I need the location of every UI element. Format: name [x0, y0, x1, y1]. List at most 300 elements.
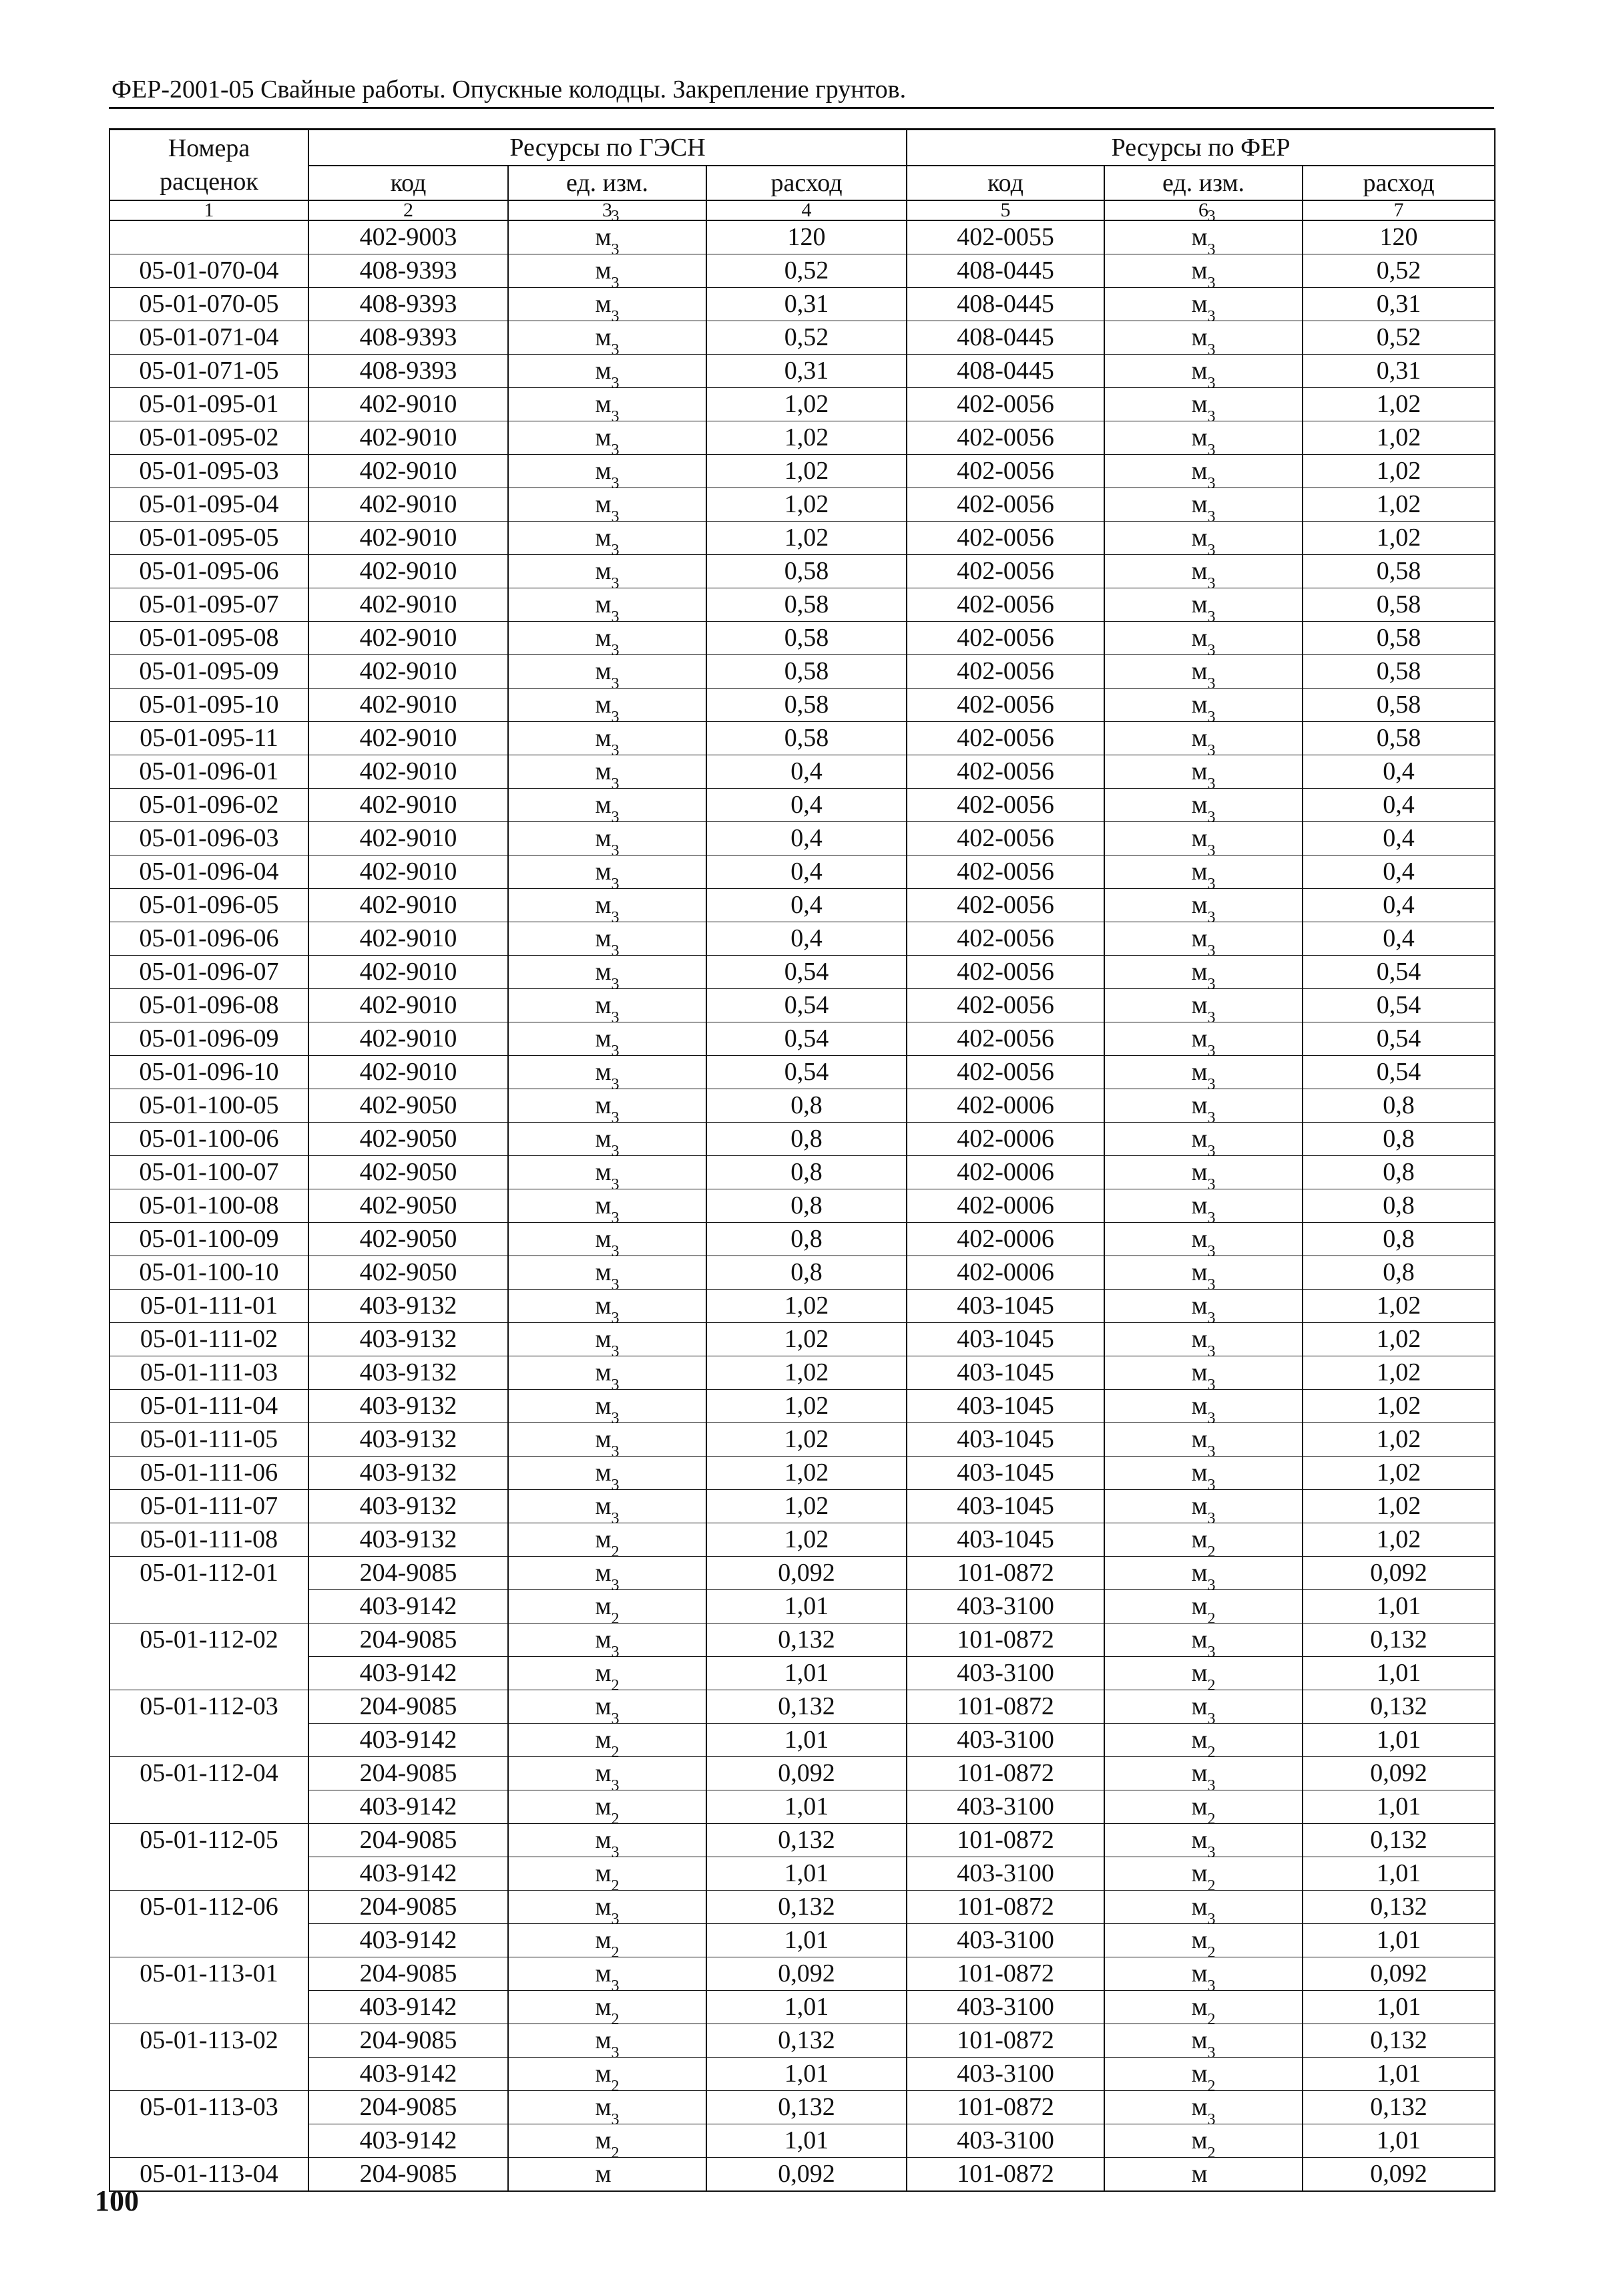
unit-symbol: м: [595, 1926, 612, 1954]
unit-symbol: м: [1191, 1125, 1208, 1153]
rate-number-header: [109, 130, 308, 201]
unit-symbol: м: [1191, 1559, 1208, 1587]
fer-usage-cell: 0,31: [1303, 355, 1495, 388]
fer-unit-cell: [1104, 542, 1303, 588]
unit-symbol: м: [595, 2026, 612, 2054]
unit-exponent: 2: [611, 1810, 620, 1828]
table-row: [109, 1089, 1495, 1123]
unit-exponent: 2: [611, 1677, 620, 1694]
unit-symbol: м: [1191, 390, 1208, 418]
fer-unit-cell: [1104, 642, 1303, 689]
gesn-code-header: код: [308, 166, 508, 200]
unit-exponent: 2: [1207, 1877, 1216, 1895]
fer-code-cell: 101-0872: [907, 1757, 1104, 1790]
fer-code-cell: 403-1045: [907, 1423, 1104, 1457]
table-row: [109, 1256, 1495, 1290]
unit-exponent: 3: [611, 575, 620, 592]
fer-unit-cell: [1104, 408, 1303, 455]
fer-usage-cell: 0,8: [1303, 1189, 1495, 1223]
unit-exponent: 3: [1207, 508, 1216, 526]
rate-number-cell: 05-01-100-07: [109, 1156, 308, 1189]
table-row: [109, 1857, 1495, 1891]
fer-usage-cell: 1,02: [1303, 488, 1495, 522]
table-row: [109, 689, 1495, 722]
fer-unit-cell: [1104, 375, 1303, 421]
gesn-usage-cell: 0,8: [706, 1156, 907, 1189]
table-row: [109, 1557, 1495, 1590]
fer-unit-cell: [1104, 441, 1303, 488]
fer-usage-cell: 0,4: [1303, 889, 1495, 922]
fer-code-cell: 402-0006: [907, 1256, 1104, 1290]
unit-exponent: 3: [1207, 1310, 1216, 1327]
fer-unit-cell: [1104, 876, 1303, 922]
unit-symbol: м: [1191, 557, 1208, 585]
unit-symbol: м: [595, 1358, 612, 1386]
unit-exponent: 2: [611, 2078, 620, 2095]
gesn-code-cell: 403-9142: [308, 1724, 508, 1757]
fer-unit-cell: [1104, 1877, 1303, 1924]
gesn-unit-cell: [508, 1343, 706, 1390]
fer-code-cell: 403-1045: [907, 1457, 1104, 1490]
unit-symbol: м: [1191, 457, 1208, 485]
gesn-usage-cell: 0,54: [706, 1056, 907, 1089]
gesn-code-cell: 204-9085: [308, 1557, 508, 1590]
rate-number-cell: 05-01-113-04: [109, 2158, 308, 2192]
gesn-code-cell: 403-9142: [308, 1924, 508, 1957]
table-subheader-row: [109, 166, 1495, 200]
unit-exponent: 2: [1207, 1543, 1216, 1561]
unit-symbol: м: [1191, 1859, 1208, 1887]
fer-unit-cell: [1104, 1543, 1303, 1590]
rate-number-cell: 05-01-096-03: [109, 822, 308, 855]
gesn-code-cell: 402-9010: [308, 889, 508, 922]
gesn-usage-cell: 1,02: [706, 388, 907, 421]
unit-exponent: 3: [1207, 274, 1216, 292]
rate-number-cell: [109, 1724, 308, 1757]
fer-usage-cell: 1,01: [1303, 2058, 1495, 2091]
unit-exponent: 3: [1207, 1209, 1216, 1227]
gesn-unit-cell: [508, 809, 706, 855]
gesn-unit-cell: [508, 1744, 706, 1790]
gesn-usage-cell: 0,092: [706, 1957, 907, 1991]
rate-number-cell: 05-01-095-08: [109, 622, 308, 655]
gesn-code-cell: 402-9010: [308, 588, 508, 622]
gesn-code-cell: 204-9085: [308, 1891, 508, 1924]
gesn-unit-cell: [508, 2111, 706, 2158]
fer-code-cell: 402-0006: [907, 1189, 1104, 1223]
unit-exponent: 3: [1207, 1911, 1216, 1928]
fer-usage-cell: 0,132: [1303, 2024, 1495, 2058]
table-row: [109, 1790, 1495, 1824]
fer-unit-cell: [1104, 2078, 1303, 2124]
fer-unit-cell: [1104, 1443, 1303, 1490]
unit-exponent: 3: [611, 775, 620, 793]
fer-code-cell: 403-3100: [907, 1924, 1104, 1957]
table-row: [109, 1189, 1495, 1223]
gesn-usage-cell: 1,01: [706, 1657, 907, 1690]
fer-code-cell: 101-0872: [907, 1557, 1104, 1590]
unit-exponent: 2: [611, 1610, 620, 1628]
gesn-code-cell: 403-9132: [308, 1290, 508, 1323]
unit-symbol: м: [1191, 524, 1208, 552]
unit-exponent: 3: [1207, 876, 1216, 893]
fer-unit-cell: [1104, 1343, 1303, 1390]
gesn-unit-cell: [508, 575, 706, 622]
fer-code-cell: 402-0006: [907, 1156, 1104, 1189]
unit-symbol: м: [595, 1592, 612, 1620]
unit-exponent: 3: [611, 208, 620, 225]
resource-table: [109, 128, 1496, 2192]
rate-number-cell: 05-01-095-04: [109, 488, 308, 522]
gesn-unit-cell: [508, 1777, 706, 1824]
table-row: [109, 1123, 1495, 1156]
unit-exponent: 3: [611, 709, 620, 726]
unit-symbol: м: [1191, 1993, 1208, 2021]
fer-unit-cell: [1104, 1109, 1303, 1156]
unit-symbol: м: [595, 557, 612, 585]
unit-symbol: м: [595, 1325, 612, 1353]
fer-code-cell: 403-3100: [907, 1724, 1104, 1757]
unit-exponent: 3: [611, 308, 620, 325]
fer-usage-cell: 0,092: [1303, 1957, 1495, 1991]
rate-number-cell: 05-01-096-02: [109, 789, 308, 822]
gesn-usage-cell: 1,01: [706, 1924, 907, 1957]
gesn-usage-cell: 0,092: [706, 1757, 907, 1790]
fer-unit-cell: [1104, 1944, 1303, 1991]
gesn-unit-cell: [508, 241, 706, 288]
gesn-usage-cell: 0,31: [706, 355, 907, 388]
table-row: [109, 722, 1495, 755]
fer-usage-cell: 0,8: [1303, 1123, 1495, 1156]
fer-code-cell: 101-0872: [907, 2024, 1104, 2058]
fer-code-cell: 403-1045: [907, 1356, 1104, 1390]
gesn-code-cell: 402-9010: [308, 922, 508, 956]
rate-number-cell: [109, 220, 308, 254]
unit-symbol: м: [1191, 1726, 1208, 1754]
table-row: [109, 1724, 1495, 1757]
unit-exponent: 3: [611, 1276, 620, 1294]
unit-symbol: м: [595, 1191, 612, 1219]
rate-number-cell: 05-01-096-09: [109, 1022, 308, 1056]
unit-exponent: 3: [611, 241, 620, 258]
fer-unit-cell: [1104, 1143, 1303, 1189]
unit-symbol: м: [595, 524, 612, 552]
unit-exponent: 2: [1207, 1677, 1216, 1694]
unit-exponent: 3: [1207, 709, 1216, 726]
unit-symbol: м: [1191, 1625, 1208, 1654]
fer-code-cell: 101-0872: [907, 1957, 1104, 1991]
fer-unit-cell: [1104, 1376, 1303, 1423]
rate-number-cell: 05-01-111-06: [109, 1457, 308, 1490]
fer-code-cell: 403-1045: [907, 1390, 1104, 1423]
fer-usage-cell: 1,02: [1303, 1423, 1495, 1457]
unit-exponent: 3: [1207, 542, 1216, 559]
unit-exponent: 3: [611, 1911, 620, 1928]
unit-symbol: м: [1191, 223, 1208, 251]
unit-exponent: 3: [1207, 809, 1216, 826]
unit-exponent: 3: [611, 1009, 620, 1026]
gesn-unit-cell: [508, 508, 706, 555]
table-row: [109, 1690, 1495, 1724]
unit-exponent: 3: [611, 1042, 620, 1060]
fer-unit-cell: [1104, 1276, 1303, 1323]
unit-exponent: 3: [1207, 1510, 1216, 1527]
unit-symbol: м: [595, 958, 612, 986]
unit-symbol: м: [595, 991, 612, 1019]
fer-code-cell: 403-1045: [907, 1290, 1104, 1323]
gesn-usage-cell: 0,8: [706, 1189, 907, 1223]
table-row: [109, 1223, 1495, 1256]
fer-code-cell: 403-3100: [907, 1991, 1104, 2024]
rate-number-cell: 05-01-070-05: [109, 288, 308, 321]
unit-exponent: 3: [1207, 408, 1216, 425]
unit-symbol: м: [595, 1759, 612, 1787]
unit-symbol: м: [1191, 691, 1208, 719]
unit-symbol: м: [595, 256, 612, 284]
table-row: [109, 789, 1495, 822]
fer-unit-cell: [1104, 1710, 1303, 1757]
gesn-unit-cell: [508, 2044, 706, 2091]
unit-symbol: м: [1191, 657, 1208, 685]
unit-exponent: 3: [1207, 375, 1216, 392]
fer-unit-header: ед. изм.: [1104, 166, 1303, 200]
unit-symbol: м: [595, 1258, 612, 1286]
gesn-usage-cell: 0,132: [706, 1623, 907, 1657]
gesn-code-cell: 408-9393: [308, 321, 508, 355]
unit-symbol: м: [1191, 2093, 1208, 2121]
fer-unit-cell: [1104, 1677, 1303, 1724]
fer-usage-cell: 120: [1303, 220, 1495, 254]
fer-unit-cell: [1104, 909, 1303, 956]
table-row: [109, 388, 1495, 421]
gesn-code-cell: 402-9010: [308, 655, 508, 689]
unit-exponent: 3: [611, 1343, 620, 1360]
table-row: [109, 755, 1495, 789]
gesn-code-cell: 403-9142: [308, 2124, 508, 2158]
column-number: 7: [1303, 200, 1495, 220]
unit-exponent: 3: [611, 1076, 620, 1093]
gesn-code-cell: 403-9132: [308, 1356, 508, 1390]
unit-symbol: м: [1191, 1459, 1208, 1487]
unit-symbol: м: [595, 1792, 612, 1821]
fer-code-cell: 402-0056: [907, 689, 1104, 722]
gesn-usage-header: расход: [706, 166, 907, 200]
fer-unit-cell: [1104, 1810, 1303, 1857]
gesn-unit-cell: [508, 2011, 706, 2058]
unit-symbol: м: [595, 1058, 612, 1086]
gesn-usage-cell: 0,132: [706, 1690, 907, 1724]
fer-code-header: код: [907, 166, 1104, 200]
rate-number-cell: [109, 2124, 308, 2158]
fer-usage-cell: 0,092: [1303, 1757, 1495, 1790]
rate-number-cell: 05-01-095-03: [109, 455, 308, 488]
gesn-unit-cell: [508, 542, 706, 588]
fer-unit-cell: [1104, 675, 1303, 722]
rate-number-cell: 05-01-111-08: [109, 1523, 308, 1557]
rate-number-cell: [109, 1991, 308, 2024]
fer-usage-cell: 1,02: [1303, 388, 1495, 421]
unit-symbol: м: [595, 1826, 612, 1854]
fer-code-cell: 403-3100: [907, 1790, 1104, 1824]
column-number: 6: [1104, 200, 1303, 220]
unit-exponent: 3: [1207, 1076, 1216, 1093]
page-header: [109, 73, 1494, 109]
page-title: ФЕР-2001-05 Свайные работы. Опускные колодцы. Закрепление грунтов.: [111, 75, 907, 104]
unit-symbol: м: [1191, 1091, 1208, 1119]
gesn-code-cell: 403-9142: [308, 1991, 508, 2024]
unit-exponent: 3: [1207, 1143, 1216, 1160]
unit-symbol: м: [595, 323, 612, 351]
gesn-usage-cell: 0,092: [706, 2158, 907, 2192]
gesn-usage-cell: 0,4: [706, 755, 907, 789]
fer-code-cell: 402-0056: [907, 789, 1104, 822]
rate-number-cell: 05-01-096-06: [109, 922, 308, 956]
fer-usage-cell: 1,01: [1303, 1724, 1495, 1757]
fer-usage-cell: 1,01: [1303, 1790, 1495, 1824]
rate-number-cell: 05-01-095-02: [109, 421, 308, 455]
unit-symbol: м: [595, 1625, 612, 1654]
unit-exponent: 3: [611, 1109, 620, 1127]
fer-usage-cell: 0,8: [1303, 1223, 1495, 1256]
unit-exponent: 3: [611, 675, 620, 693]
unit-exponent: 3: [1207, 208, 1216, 225]
unit-exponent: 2: [611, 1744, 620, 1761]
gesn-unit-cell: [508, 1710, 706, 1757]
gesn-unit-cell: [508, 1410, 706, 1457]
rate-number-cell: 05-01-112-04: [109, 1757, 308, 1790]
fer-usage-cell: 0,8: [1303, 1156, 1495, 1189]
gesn-unit-cell: [508, 2144, 706, 2192]
unit-symbol: м: [595, 1692, 612, 1720]
fer-code-cell: 402-0056: [907, 655, 1104, 689]
fer-usage-header: расход: [1303, 166, 1495, 200]
gesn-usage-cell: 0,132: [706, 2091, 907, 2124]
fer-code-cell: 101-0872: [907, 1690, 1104, 1724]
rate-number-cell: 05-01-111-02: [109, 1323, 308, 1356]
unit-exponent: 3: [611, 1176, 620, 1193]
fer-unit-cell: [1104, 1577, 1303, 1623]
gesn-usage-cell: 1,02: [706, 421, 907, 455]
gesn-code-cell: 204-9085: [308, 1623, 508, 1657]
unit-symbol: м: [1191, 1792, 1208, 1821]
gesn-unit-cell: [508, 274, 706, 321]
rate-number-cell: 05-01-096-01: [109, 755, 308, 789]
gesn-code-cell: 402-9010: [308, 989, 508, 1022]
gesn-usage-cell: 0,52: [706, 321, 907, 355]
gesn-usage-cell: 1,02: [706, 1490, 907, 1523]
unit-symbol: м: [1191, 991, 1208, 1019]
fer-usage-cell: 1,02: [1303, 1457, 1495, 1490]
fer-code-cell: 402-0056: [907, 855, 1104, 889]
gesn-code-cell: 403-9132: [308, 1423, 508, 1457]
rate-number-cell: 05-01-096-04: [109, 855, 308, 889]
unit-exponent: 3: [1207, 1176, 1216, 1193]
gesn-unit-cell: [508, 341, 706, 388]
unit-exponent: 3: [1207, 1977, 1216, 1995]
unit-symbol: м: [595, 1726, 612, 1754]
gesn-code-cell: 402-9050: [308, 1156, 508, 1189]
unit-symbol: м: [1191, 1191, 1208, 1219]
unit-symbol: м: [595, 1225, 612, 1253]
fer-unit-cell: [1104, 1209, 1303, 1256]
table-row: [109, 1323, 1495, 1356]
unit-symbol: м: [1191, 1759, 1208, 1787]
unit-exponent: 3: [1207, 1844, 1216, 1861]
unit-symbol: м: [1191, 2026, 1208, 2054]
gesn-unit-cell: [508, 1276, 706, 1323]
column-number: 5: [907, 200, 1104, 220]
table-row: [109, 522, 1495, 555]
gesn-usage-cell: 1,01: [706, 1991, 907, 2024]
gesn-usage-cell: 0,8: [706, 1223, 907, 1256]
gesn-code-cell: 403-9142: [308, 1590, 508, 1623]
rate-number-cell: [109, 1790, 308, 1824]
unit-symbol: м: [595, 223, 612, 251]
unit-exponent: 2: [611, 2011, 620, 2028]
unit-exponent: 3: [1207, 976, 1216, 993]
rate-number-cell: 05-01-100-09: [109, 1223, 308, 1256]
gesn-code-cell: 403-9132: [308, 1323, 508, 1356]
fer-usage-cell: 0,4: [1303, 822, 1495, 855]
fer-usage-cell: 1,02: [1303, 1290, 1495, 1323]
unit-exponent: 3: [611, 1577, 620, 1594]
gesn-code-cell: 402-9010: [308, 488, 508, 522]
unit-symbol: м: [1191, 724, 1208, 752]
rate-number-cell: 05-01-112-06: [109, 1891, 308, 1924]
gesn-usage-cell: 0,4: [706, 922, 907, 956]
table-row: [109, 1590, 1495, 1623]
unit-symbol: м: [595, 290, 612, 318]
unit-exponent: 3: [611, 375, 620, 392]
fer-unit-cell: [1104, 976, 1303, 1022]
gesn-unit-cell: [508, 642, 706, 689]
fer-code-cell: 402-0006: [907, 1223, 1104, 1256]
fer-code-cell: 403-3100: [907, 2058, 1104, 2091]
gesn-usage-cell: 0,132: [706, 1824, 907, 1857]
unit-symbol: м: [595, 2126, 612, 2154]
fer-unit-cell: [1104, 1477, 1303, 1523]
gesn-unit-cell: [508, 1243, 706, 1290]
fer-unit-cell: [1104, 1042, 1303, 1089]
table-row: [109, 1356, 1495, 1390]
gesn-usage-cell: 0,8: [706, 1256, 907, 1290]
gesn-unit-cell: [508, 876, 706, 922]
unit-exponent: 3: [611, 1477, 620, 1494]
unit-exponent: 3: [1207, 842, 1216, 859]
unit-symbol: м: [595, 390, 612, 418]
fer-code-cell: 402-0056: [907, 622, 1104, 655]
table-row: [109, 321, 1495, 355]
unit-symbol: м: [595, 1559, 612, 1587]
unit-exponent: 2: [1207, 1810, 1216, 1828]
fer-unit-cell: [1104, 1744, 1303, 1790]
fer-code-cell: 402-0056: [907, 1022, 1104, 1056]
unit-exponent: 3: [611, 1310, 620, 1327]
unit-symbol: м: [595, 1525, 612, 1553]
table-row: [109, 1290, 1495, 1323]
rate-number-cell: 05-01-111-03: [109, 1356, 308, 1390]
fer-code-cell: 402-0006: [907, 1123, 1104, 1156]
unit-symbol: м: [595, 924, 612, 952]
fer-usage-cell: 0,092: [1303, 2158, 1495, 2192]
fer-usage-cell: 1,01: [1303, 1590, 1495, 1623]
gesn-unit-cell: [508, 1376, 706, 1423]
rate-number-cell: 05-01-095-07: [109, 588, 308, 622]
fer-unit-cell: [1104, 2044, 1303, 2091]
gesn-unit-cell: [508, 1310, 706, 1356]
unit-exponent: 3: [1207, 2111, 1216, 2128]
fer-usage-cell: 1,01: [1303, 1857, 1495, 1891]
